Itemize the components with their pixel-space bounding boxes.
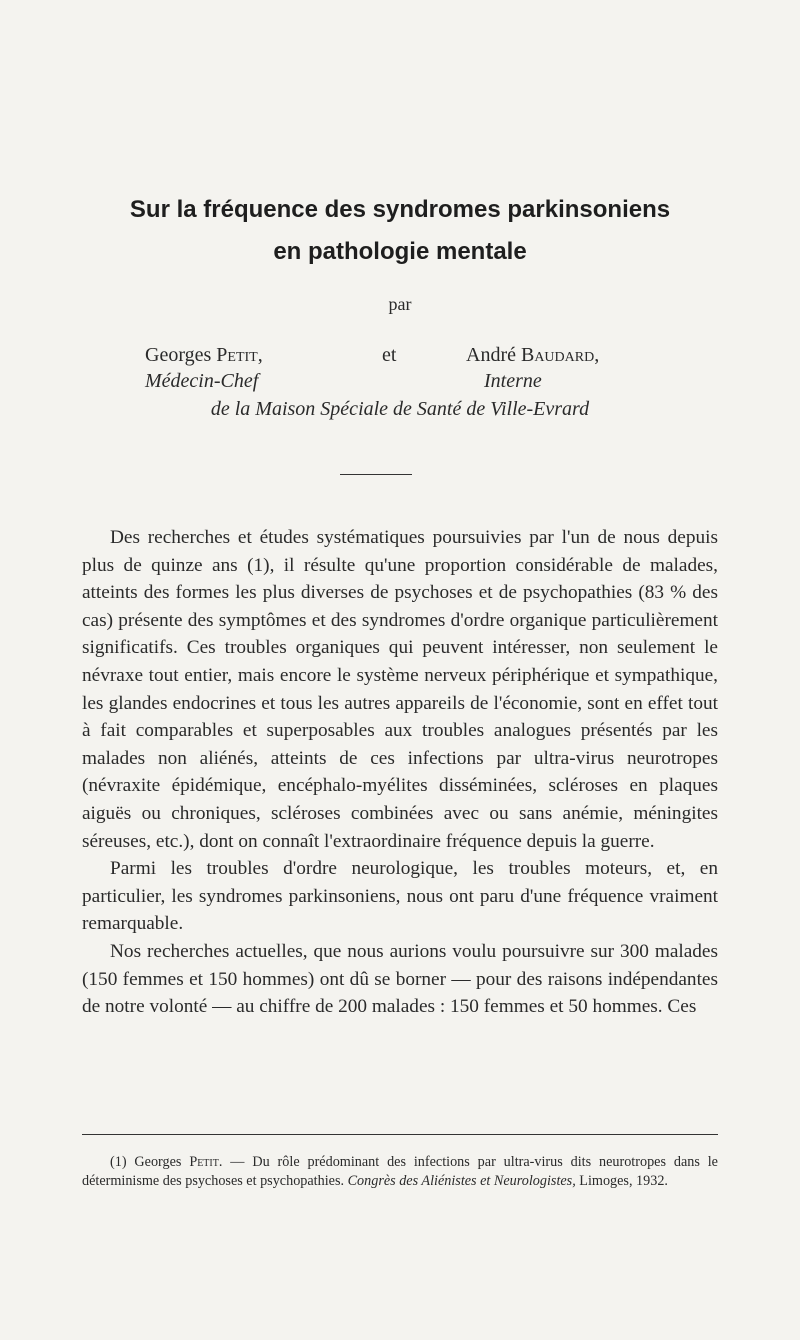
footnote-author-last: Petit: [189, 1154, 219, 1170]
footnote-place-year: Limoges, 1932.: [575, 1173, 668, 1189]
by-line: par: [388, 294, 412, 314]
article-body: [82, 524, 718, 1021]
author-2-name: [466, 344, 599, 367]
author-1-role: Médecin-Chef: [145, 370, 259, 392]
footnote-text: . — Du rôle prédominant des infections par ultra-virus dits neurotropes dans le déterminisme des psychoses et psychopathies.: [82, 1154, 718, 1189]
authors-names-row: [0, 344, 800, 370]
author-1-name: [145, 344, 263, 367]
article-title-line-2: en pathologie mentale: [273, 238, 527, 265]
authors-connector: et: [382, 344, 397, 366]
author-2-first-name: André: [466, 344, 521, 366]
footnote-separator-rule: [82, 1134, 718, 1135]
footnote-author-first: Georges: [134, 1154, 190, 1170]
footnote: [82, 1153, 718, 1191]
authors-roles-row: [0, 370, 800, 396]
institution: de la Maison Spéciale de Santé de Ville-Evrard: [210, 398, 590, 420]
author-1-first-name: Georges: [145, 344, 217, 366]
footnote-marker: (1): [110, 1154, 135, 1170]
title-separator-rule: [340, 474, 412, 475]
paragraph-1: Des recherches et études systématiques poursuivies par l'un de nous depuis plus de quinze ans (1), il résulte qu'une proportion considérable de malades, atteints des formes les plus diverses de psychoses et de psychopathies (83 % des cas) présente des symptômes et des syndromes d'ordre organique particulièrement significatifs. Ces troubles organiques qui peuvent intéresser, non seulement le névraxe tout entier, mais encore le système nerveux périphérique et sympathique, les glandes endocrines et tous les autres appareils de l'économie, sont en effet tout à fait comparables et superposables aux troubles analogues présentés par les malades non aliénés, atteints de ces infections par ultra-virus neurotropes (névraxite épidémique, encéphalo-myélites disséminées, scléroses en plaques aiguës ou chroniques, scléroses combinées avec ou sans anémie, méningites séreuses, etc.), dont on connaît l'extraordinaire fréquence depuis la guerre.: [82, 527, 718, 852]
paragraph-3: Nos recherches actuelles, que nous aurions voulu poursuivre sur 300 malades (150 femmes et 150 hommes) ont dû se borner — pour des raisons indépendantes de notre volonté — au chiffre de 200 malades : 150 femmes et 50 hommes. Ces: [82, 940, 718, 1018]
author-2-last-name: Baudard,: [520, 344, 600, 366]
article-title-line-1: Sur la fréquence des syndromes parkinsoniens: [129, 196, 671, 223]
authors-institution-row: [0, 398, 800, 424]
footnote-venue: Congrès des Aliénistes et Neurologistes,: [347, 1173, 576, 1189]
author-2-role: Interne: [484, 370, 542, 392]
paragraph-2: Parmi les troubles d'ordre neurologique, les troubles moteurs, et, en particulier, les syndromes parkinsoniens, nous ont paru d'une fréquence vraiment remarquable.: [82, 858, 718, 935]
author-1-last-name: Petit,: [216, 344, 263, 366]
